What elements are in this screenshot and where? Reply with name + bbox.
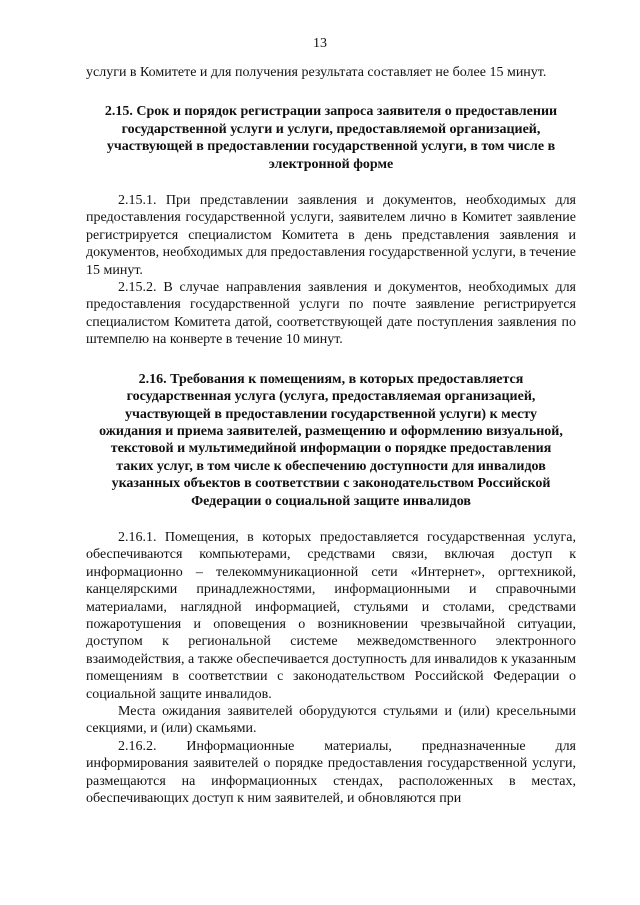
paragraph-2-15-1: 2.15.1. При представлении заявления и документов, необходимых для предоставления государственной услуги, заявителем лично в Комитет заявление регистрируется специалистом Комитета в день представления заявления и документов, необходимых для предоставления государственной услуги, в течение 15 минут.	[86, 193, 576, 278]
paragraph-2-16-1: 2.16.1. Помещения, в которых предоставляется государственная услуга, обеспечиваются компьютерами, средствами связи, включая доступ к информационно – телекоммуникационной сети «Интернет», оргтехникой, канцелярскими принадлежностями, информационными и справочными материалами, наглядной информацией, стульями и столами, средствами пожаротушения и оповещения о возникновении чрезвычайной ситуации, доступом к региональной системе межведомственного электронного взаимодействия, а также обеспечивается доступность для инвалидов к указанным помещениям в соответствии с законодательством Российской Федерации о социальной защите инвалидов.	[86, 529, 576, 702]
paragraph-2-15-2: 2.15.2. В случае направления заявления и документов, необходимых для предоставления государственной услуги по почте заявление регистрируется специалистом Комитета датой, соответствующей дате поступления заявления по штемпелю на конверте в течение 10 минут.	[86, 280, 576, 348]
paragraph-2-16-2: 2.16.2. Информационные материалы, предназначенные для информирования заявителей о порядке предоставления государственной услуги, размещаются на информационных стендах, расположенных в местах, обеспечивающих доступ к ним заявителей, и обновляются при	[86, 738, 576, 807]
document-body	[86, 64, 576, 807]
paragraph-continuation: услуги в Комитете и для получения результата составляет не более 15 минут.	[86, 65, 547, 80]
page-number: 13	[313, 36, 327, 51]
paragraph-waiting-areas: Места ожидания заявителей оборудуются стульями и (или) кресельными секциями, и (или) скамьями.	[86, 704, 576, 737]
section-heading-2-16: 2.16. Требования к помещениям, в которых предоставляется государственная услуга (услуга, предоставляемая организацией, участвующей в предоставлении государственной услуги) к месту ожидания и приема заявителей, размещению и оформлению визуальной, текстовой и мультимедийной информации о порядке предоставления таких услуг, в том числе к обеспечению доступности для инвалидов указанных объектов в соответствии с законодательством Российской Федерации о социальной защите инвалидов	[99, 371, 563, 509]
section-heading-2-15: 2.15. Срок и порядок регистрации запроса заявителя о предоставлении государственной услуги и услуги, предоставляемой организацией, участвующей в предоставлении государственной услуги, в том числе в электронной форме	[104, 104, 558, 172]
